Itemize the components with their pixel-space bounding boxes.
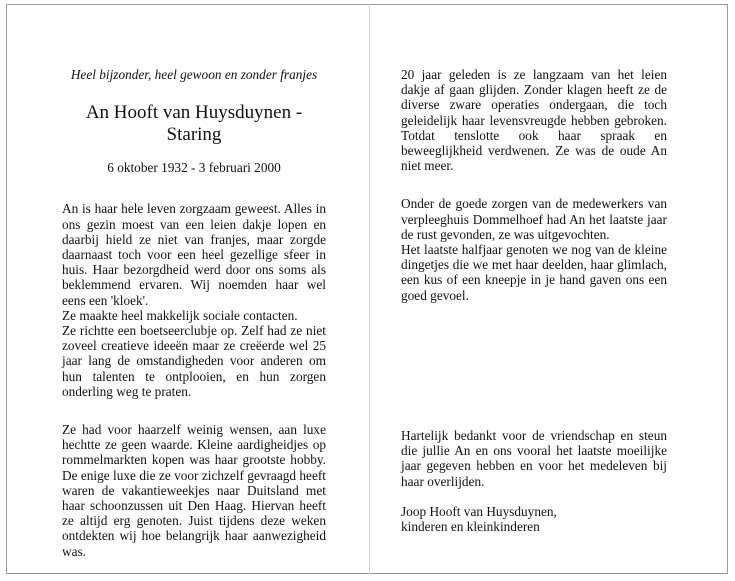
signature-family: kinderen en kleinkinderen bbox=[401, 519, 540, 535]
card-fold-line bbox=[369, 4, 370, 574]
life-dates: 6 oktober 1932 - 3 februari 2000 bbox=[107, 160, 281, 176]
paragraph-decline: 20 jaar geleden is ze langzaam van het leien dakje af gaan glijden. Zonder klagen heeft ze de diverse zware operaties ondergaan, die toch geleidelijk haar levensvreugde hebben gebroken. Totdat tenslotte ook haar spraak en beweeglijkheid verdwenen. Ze was de oude An niet meer. bbox=[401, 67, 667, 174]
thanks-text: Hartelijk bedankt voor de vriendschap en steun die jullie An en ons vooral het laatste moeilijke jaar gegeven hebben en voor het medeleven bij haar overlijden. bbox=[401, 428, 667, 489]
paragraph-social: Ze maakte heel makkelijk sociale contacten. bbox=[62, 307, 298, 323]
paragraph-wishes: Ze had voor haarzelf weinig wensen, aan luxe hechtte ze geen waarde. Kleine aardigheidjes op rommelmarkten kopen was haar grootste hobby. De enige luxe die ze voor zichzelf gevraagd heeft waren de vakantieweekjes naar Duitsland met haar schoonzussen uit Den Haag. Hiervan heeft ze altijd erg genoten. Juist tijdens deze weken ontdekten wij hoe belangrijk haar aanwezigheid was. bbox=[62, 422, 326, 559]
paragraph-last-months: Het laatste halfjaar genoten we nog van de kleine dingetjes die we met haar deelden, haar glimlach, een kus of een kneepje in je hand gaven ons een goed gevoel. bbox=[401, 242, 667, 303]
signature-name: Joop Hooft van Huysduynen, bbox=[401, 503, 557, 519]
thanks-section bbox=[401, 428, 667, 534]
paragraph-club: Ze richtte een boetseerclubje op. Zelf had ze niet zoveel creatieve ideeën maar ze creëerde wel 25 jaar lang de omstandigheden voor anderen om hun talenten te ontplooien, en hun zorgen onderling weg te praten. bbox=[62, 323, 326, 399]
motto: Heel bijzonder, heel gewoon en zonder franjes bbox=[70, 67, 318, 82]
paragraph-caring: An is haar hele leven zorgzaam geweest. Alles in ons gezin moest van een leien dakje lopen en daarbij hield ze niet van franjes, maar zorgde daarnaast toch voor een heel gezellige sfeer in huis. Haar bezorgdheid werd door ons soms als beklemmend ervaren. Wij noemden haar wel eens een 'kloek'. bbox=[62, 201, 326, 308]
left-page bbox=[62, 67, 326, 559]
deceased-name: An Hooft van Huysduynen - Staring bbox=[85, 102, 303, 146]
signature bbox=[401, 504, 667, 534]
right-page bbox=[401, 67, 667, 303]
paragraph-nursing-home: Onder de goede zorgen van de medewerkers van verpleeghuis Dommelhoef had An het laatste jaar de rust gevonden, ze was uitgevochten. bbox=[401, 196, 667, 242]
